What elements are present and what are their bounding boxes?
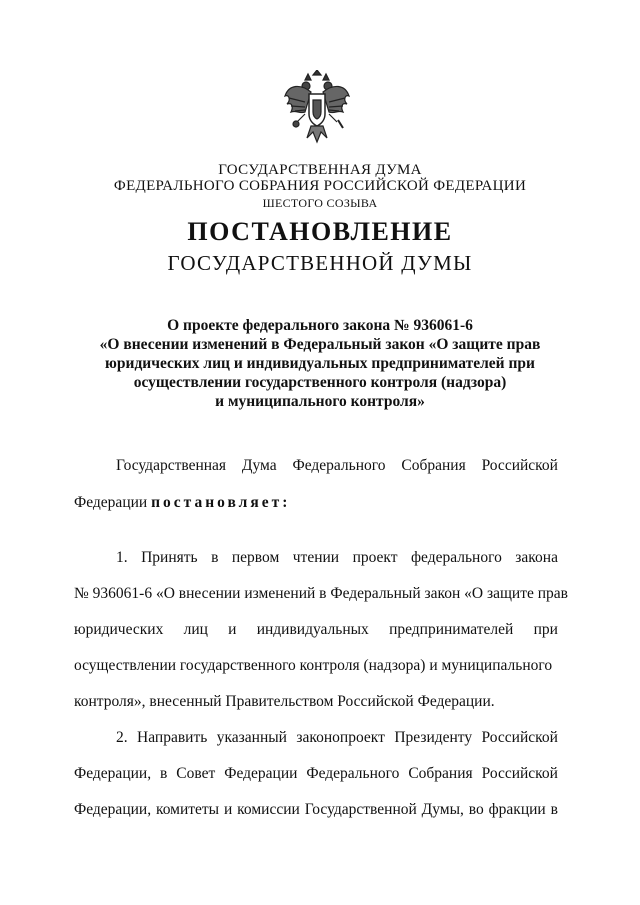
text-word: комитеты	[155, 801, 220, 818]
org-line-duma: ГОСУДАРСТВЕННАЯ ДУМА	[218, 162, 422, 178]
text-word: Государственной	[304, 801, 417, 818]
text-word: индивидуальных	[256, 621, 369, 638]
subject-line: и муниципального контроля»	[215, 393, 425, 410]
text-word: указанный	[216, 729, 287, 746]
text-word: юридических	[74, 621, 164, 638]
text-word: предпринимателей	[389, 621, 514, 638]
text-word: Федерации,	[74, 801, 152, 818]
text-word: и	[228, 621, 237, 638]
item-number: 1.	[116, 549, 128, 566]
subject-line: «О внесении изменений в Федеральный закон «О защите прав	[99, 336, 541, 353]
text-word: Принять	[141, 549, 198, 566]
item-1-line	[116, 549, 558, 567]
document-title: ПОСТАНОВЛЕНИЕ	[187, 217, 453, 246]
preamble-line	[74, 494, 558, 512]
text-word: Президенту	[394, 729, 473, 746]
item-2-line	[116, 729, 558, 747]
text-word: Совет	[176, 765, 216, 782]
text-word: Российской	[481, 729, 558, 746]
item-1-line: контроля», внесенный Правительством Российской Федерации.	[74, 693, 495, 710]
text-word: Федерации	[224, 765, 298, 782]
text-word: Дума	[241, 457, 277, 474]
org-line-assembly: ФЕДЕРАЛЬНОГО СОБРАНИЯ РОССИЙСКОЙ ФЕДЕРАЦИИ	[113, 178, 527, 194]
org-line-convocation: ШЕСТОГО СОЗЫВА	[262, 196, 378, 210]
text-word: Федерации	[74, 494, 148, 511]
item-2-line	[74, 801, 558, 819]
item-1-line: осуществлении государственного контроля (надзора) и муниципального	[74, 657, 553, 674]
text-word: Направить	[137, 729, 208, 746]
document-subject	[60, 316, 580, 411]
text-word: чтении	[292, 549, 340, 566]
text-word: Федерального	[292, 457, 386, 474]
text-word: Федерации,	[74, 765, 152, 782]
item-1-line: № 936061-6 «О внесении изменений в Федеральный закон «О защите прав	[74, 585, 568, 602]
text-word: Собрания	[401, 457, 466, 474]
text-word: Думы,	[421, 801, 464, 818]
text-word: Государственная	[116, 457, 227, 474]
text-word: проект	[352, 549, 398, 566]
item-1-line	[74, 621, 558, 639]
subject-line: осуществлении государственного контроля (надзора)	[133, 374, 507, 391]
item-2-line	[74, 765, 558, 783]
subject-line: юридических лиц и индивидуальных предпринимателей при	[105, 355, 535, 372]
item-number: 2.	[116, 729, 128, 746]
text-word: при	[533, 621, 558, 638]
text-word: Собрания	[408, 765, 473, 782]
preamble-line	[116, 457, 558, 475]
text-word: федерального	[411, 549, 502, 566]
resolves-word: постановляет:	[151, 494, 291, 511]
text-word: и	[223, 801, 233, 818]
text-word: фракции	[488, 801, 546, 818]
document-subtitle: ГОСУДАРСТВЕННОЙ ДУМЫ	[167, 251, 473, 275]
text-word: в	[160, 765, 168, 782]
text-word: первом	[231, 549, 280, 566]
text-word: Российской	[481, 457, 558, 474]
text-word: комиссии	[237, 801, 300, 818]
coat-of-arms-icon	[283, 70, 351, 146]
text-word: лиц	[183, 621, 208, 638]
text-word: законопроект	[296, 729, 385, 746]
text-word: Российской	[481, 765, 558, 782]
text-word: закона	[515, 549, 558, 566]
text-word: Федерального	[306, 765, 400, 782]
subject-line: О проекте федерального закона № 936061-6	[167, 317, 473, 334]
text-word: в	[550, 801, 558, 818]
text-word: в	[211, 549, 219, 566]
text-word: во	[468, 801, 484, 818]
